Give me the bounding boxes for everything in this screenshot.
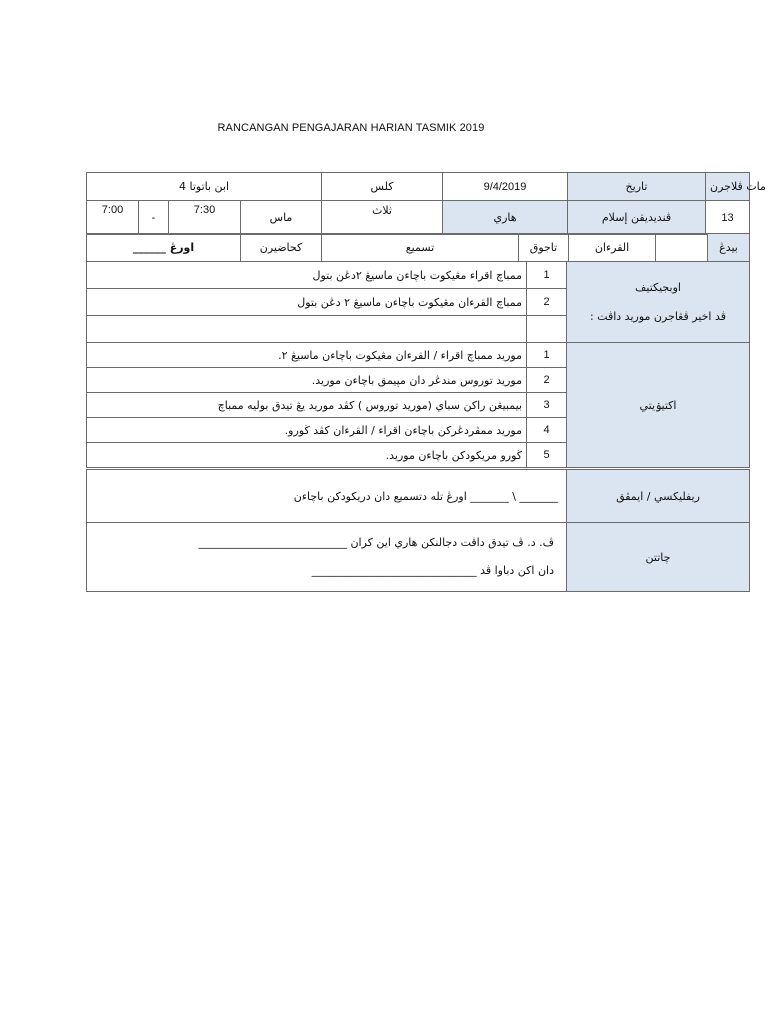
minggu-value: 13 [706,201,750,235]
tajuk-label: تاجوق [519,234,569,262]
aktiviti-item-text: ڬورو مريكودكن باچاءن موريد. [87,443,527,468]
catatan-line-2: دان اكن دباوا ڤد ______________________________ [311,564,554,577]
aktiviti-table [86,342,750,468]
page-title: RANCANGAN PENGAJARAN HARIAN TASMIK 2019 [217,122,485,134]
catatan-content [87,523,567,592]
aktiviti-item-text: بيمبيڠن راكن سباي (موريد توروس ) كڤد موريد يڠ تيدق بوليه ممباچ [87,393,527,418]
kehadiran-label: كحاضيرن [241,234,322,262]
masa-end: 7:00 [87,201,139,235]
kelas-label: كلس [322,173,443,201]
objektif-intro: ڤد اخير ڤڠاجرن موريد داڤت : [589,310,727,323]
objektif-label-cell [567,262,750,343]
objektif-item-no: 1 [527,262,567,289]
hari-value: ثلاث [322,201,443,235]
tarikh-value: 9/4/2019 [443,173,568,201]
refleksi-text: _______ \ _______ اورڠ تله دتسميع دان دريكودكن باچاءن [87,470,567,523]
objektif-item-no: 2 [527,289,567,316]
bidang-label: بيدڠ [708,234,750,262]
bidang-value: القرءان [569,234,656,262]
matapelajaran-label: مات ڤلاجرن [706,173,750,201]
aktiviti-item-text: موريد توروس مندڠر دان مپيمق باچاءن موريد. [87,368,527,393]
aktiviti-item-no: 2 [527,368,567,393]
catatan-line-1: ڤ. د. ڤ تيدق داڤت دجالنكن هاري اين كران ___________________________ [198,536,554,549]
header-table [86,172,766,201]
objektif-item-no [527,316,567,343]
aktiviti-item-no: 4 [527,418,567,443]
masa-label: ماس [241,201,322,235]
objektif-item-text [87,316,527,343]
objektif-label: اوبجيكتيف [635,281,681,294]
aktiviti-item-no: 5 [527,443,567,468]
refleksi-catatan-table [86,469,750,592]
catatan-label: چاتتن [567,523,750,592]
header-table-row2 [86,200,750,235]
objektif-item-text: ممباچ اقراء مڠيكوت باچاءن ماسيڠ ٢دڠن بتول [87,262,527,289]
bidang-spacer [656,234,708,262]
masa-dash: - [139,201,169,235]
objektif-item-text: ممباچ القرءان مڠيكوت باچاءن ماسيڠ ٢ دڠن بتول [87,289,527,316]
tajuk-value: تسميع [322,234,519,262]
aktiviti-label: اكتيۏيتي [567,343,750,468]
tarikh-label: تاريخ [568,173,706,201]
hari-label: هاري [443,201,568,235]
kehadiran-value: ______ اورڠ [87,234,241,262]
objektif-table [86,261,750,343]
aktiviti-item-no: 1 [527,343,567,368]
refleksi-label: ريفليكسي / ايمڤق [567,470,750,523]
matapelajaran-value: ڤنديديقن إسلام [568,201,706,235]
masa-start: 7:30 [169,201,241,235]
kelas-value: 4 ابن باتوتا [87,173,322,201]
aktiviti-item-no: 3 [527,393,567,418]
aktiviti-item-text: موريد ممباچ اقراء / القرءان مڠيكوت باچاءن ماسيڠ ٢. [87,343,527,368]
aktiviti-item-text: موريد ممڤردڠركن باچاءن اقراء / القرءان كڤد ڬورو. [87,418,527,443]
header-table-row3 [86,233,750,262]
